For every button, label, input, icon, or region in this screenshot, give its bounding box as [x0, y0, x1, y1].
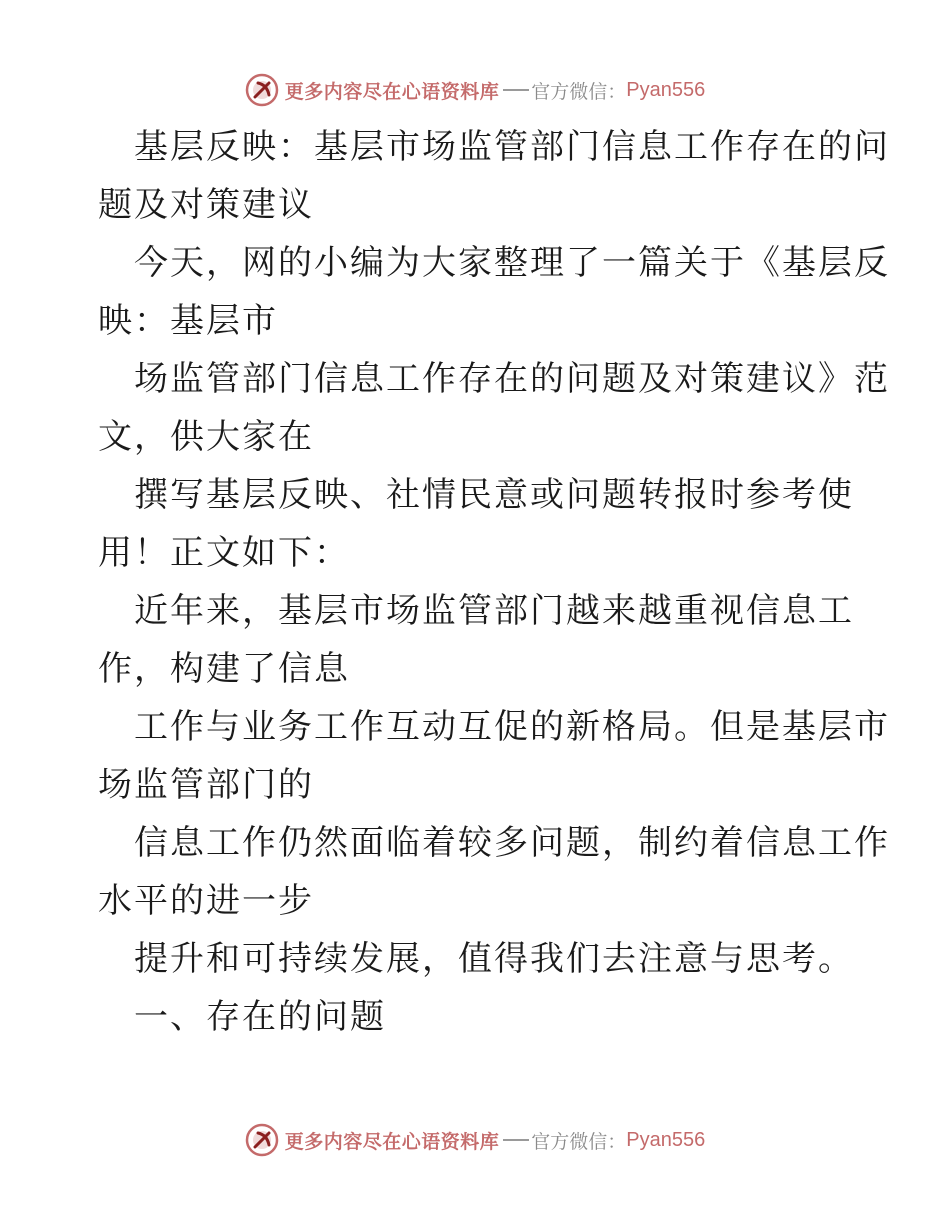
watermark-divider	[503, 89, 529, 91]
watermark-main-text: 更多内容尽在心语资料库	[284, 80, 500, 103]
text-line: 基层反映：基层市场监管部门信息工作存在的问	[134, 127, 890, 167]
header-watermark	[0, 70, 950, 110]
watermark-label: 官方微信：	[531, 80, 627, 103]
text-line: 用！正文如下：	[98, 533, 350, 573]
text-line: 撰写基层反映、社情民意或问题转报时参考使	[134, 475, 854, 515]
watermark-id: Pyan556	[626, 78, 706, 101]
text-line: 映：基层市	[98, 301, 278, 341]
text-line: 信息工作仍然面临着较多问题，制约着信息工作	[134, 823, 890, 863]
text-line: 提升和可持续发展，值得我们去注意与思考。	[134, 939, 854, 979]
text-line: 题及对策建议	[98, 185, 314, 225]
document-body	[98, 118, 890, 1046]
section-heading: 一、存在的问题	[134, 997, 386, 1037]
logo-seal-icon	[245, 1123, 279, 1157]
watermark-id: Pyan556	[626, 1128, 706, 1151]
watermark-divider	[503, 1139, 529, 1141]
text-line: 工作与业务工作互动互促的新格局。但是基层市	[134, 707, 890, 747]
text-line: 水平的进一步	[98, 881, 314, 921]
watermark-main-text: 更多内容尽在心语资料库	[284, 1130, 500, 1153]
text-line: 作，构建了信息	[98, 649, 350, 689]
watermark-label: 官方微信：	[531, 1130, 627, 1153]
text-line: 文，供大家在	[98, 417, 314, 457]
footer-watermark	[0, 1120, 950, 1160]
logo-seal-icon	[245, 73, 279, 107]
text-line: 场监管部门的	[98, 765, 314, 805]
text-line: 今天，网的小编为大家整理了一篇关于《基层反	[134, 243, 890, 283]
text-line: 近年来，基层市场监管部门越来越重视信息工	[134, 591, 854, 631]
text-line: 场监管部门信息工作存在的问题及对策建议》范	[134, 359, 890, 399]
